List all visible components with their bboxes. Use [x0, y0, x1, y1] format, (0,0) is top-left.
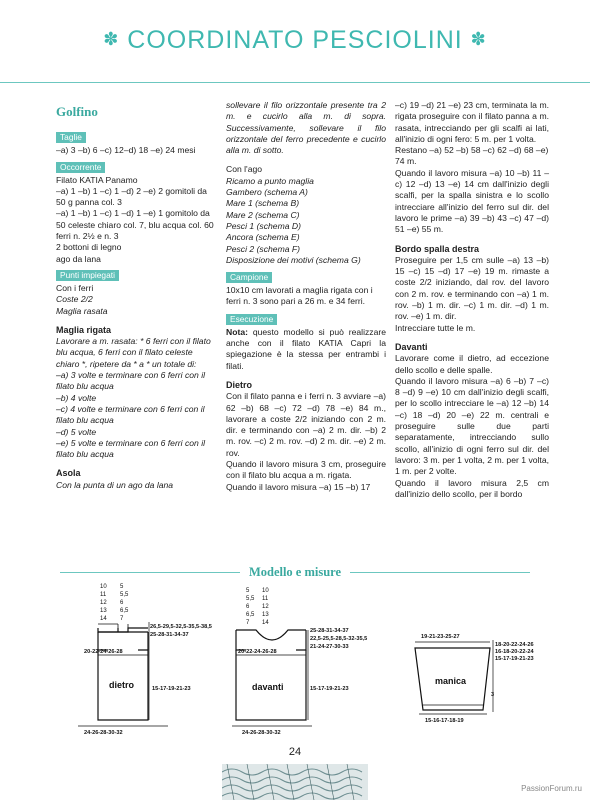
gauge-text: 10x10 cm lavorati a maglia rigata con i ferri n. 3 sono pari a 26 m. e 34 ferri.	[226, 285, 373, 307]
materials-line: Filato KATIA Panamo	[56, 174, 138, 185]
subheading-davanti: Davanti	[395, 341, 428, 352]
measure-label: 21-24-27-30-33	[310, 644, 349, 650]
materials-line: 2 bottoni di legno	[56, 242, 122, 253]
measure-label: 24-26-28-30-32	[84, 730, 123, 736]
piece-label-dietro: dietro	[109, 680, 135, 690]
num-label: 5	[120, 584, 124, 590]
num-label: 5,5	[120, 592, 129, 598]
num-label: 14	[262, 620, 269, 626]
measure-label: 26,5-29,5-32,5-35,5-38,5	[150, 624, 212, 630]
num-label: 13	[262, 612, 269, 618]
flower-icon: ✽	[470, 29, 487, 49]
materials-line: ago da lana	[56, 253, 101, 264]
measure-label: 18-20-22-24-26	[495, 642, 534, 648]
label-punti: Punti impiegati	[56, 270, 119, 281]
measure-label: 16-18-20-22-24	[495, 649, 534, 655]
measure-label: 25-28-31-34-37	[310, 628, 349, 634]
num-label: 12	[100, 600, 107, 606]
stitch-line: Coste 2/2	[56, 294, 93, 305]
dietro-continued: –c) 19 –d) 21 –e) 23 cm, terminata la m. rigata proseguire con il filato panna a m. rasata, intrecciando per gli scalfi ai lati, all'inizio di ogni fero: 5 m. per 1 volta.	[395, 100, 549, 144]
bordo-text: Intrecciare tutte le m.	[395, 322, 476, 333]
ago-item: Mare 2 (schema C)	[226, 209, 300, 220]
num-label: 13	[100, 608, 107, 614]
measure-label: 20-22-24-26-28	[84, 649, 123, 655]
left-numbers	[100, 584, 129, 622]
page-title: ✽ COORDINATO PESCIOLINI ✽	[103, 26, 487, 54]
watermark: PassionForum.ru	[521, 784, 582, 793]
measure-label: 25-28-31-34-37	[150, 632, 189, 638]
measure-label: 22,5-25,5-28,5-32-35,5	[310, 636, 368, 642]
davanti-text: Quando il lavoro misura 2,5 cm dall'inizio dello scollo, per il bordo	[395, 477, 549, 499]
num-label: 11	[262, 596, 269, 602]
piece-label-manica: manica	[435, 676, 467, 686]
subheading-bordo: Bordo spalla destra	[395, 243, 480, 254]
subheading-asola: Asola	[56, 468, 81, 479]
schematic-davanti	[222, 580, 392, 740]
left-numbers	[246, 588, 269, 626]
davanti-text: Lavorare come il dietro, ad eccezione dello scollo e delle spalle.	[395, 353, 549, 375]
num-label: 7	[246, 620, 250, 626]
materials-line: –a) 1 –b) 1 –c) 1 –d) 1 –e) 1 gomitolo da 50 celeste chiaro col. 7, blu acqua col. 60	[56, 208, 214, 230]
subheading-maglia-rigata: Maglia rigata	[56, 324, 112, 335]
column-3	[395, 100, 549, 500]
subheading-ago: Con l'ago	[226, 164, 263, 175]
label-occorrente: Occorrente	[56, 162, 105, 173]
num-label: 5	[246, 588, 250, 594]
column-2	[226, 100, 386, 493]
num-label: 10	[100, 584, 107, 590]
dietro-text: Quando il lavoro misura 3 cm, proseguire con il filato blu acqua a m. rigata.	[226, 459, 386, 481]
piece-label-davanti: davanti	[252, 682, 284, 692]
measure-label: 15-17-19-21-23	[310, 686, 349, 692]
column-1	[56, 100, 216, 491]
section-heading: Golfino	[56, 104, 98, 119]
davanti-text: Quando il lavoro misura –a) 6 –b) 7 –c) 8 –d) 9 –e) 10 cm dall'inizio degli scalfi, per lo scollo intrecciare le –a) 12 –b) 14 –c) 18 –d) 20 –e) 22 m. centrali e proseguire sulle due parti separatamente, intrecciando sullo scollo, all'inizio di ogni ferro sul dir. del lavoro: 3 m. per 1 volta, 2 m. per 1 volta, 1 m. per 2 volte.	[395, 375, 549, 477]
page-number: 24	[288, 746, 302, 758]
ago-item: Mare 1 (schema B)	[226, 198, 300, 209]
measure-label: 15-17-19-21-23	[495, 656, 534, 662]
num-label: 11	[100, 592, 107, 598]
num-label: 7	[120, 616, 124, 622]
dietro-text: Con il filato panna e i ferri n. 3 avviare –a) 62 –b) 68 –c) 72 –d) 78 –e) 84 m., lavorare a coste 2/2 iniziando con 2 m. dir. e terminando con –a) 2 m. dir. –b) 2 m. rov. –c) 2 m. rov. –d) 2 m. dir. –e) 2 m. rov.	[226, 391, 386, 458]
section-title-modello: Modello e misure	[248, 565, 342, 579]
num-label: 12	[262, 604, 269, 610]
asola-text: Con la punta di un ago da lana	[56, 479, 174, 490]
label-campione: Campione	[226, 272, 272, 283]
ago-item: Gambero (schema A)	[226, 187, 308, 198]
label-esecuzione: Esecuzione	[226, 314, 277, 325]
header-rule	[0, 82, 590, 83]
materials-line: –a) 1 –b) 1 –c) 1 –d) 2 –e) 2 gomitoli da 50 g panna col. 3	[56, 185, 207, 208]
num-label: 14	[100, 616, 107, 622]
subheading-dietro: Dietro	[226, 379, 253, 390]
materials-line: ferri n. 2½ e n. 3	[56, 231, 119, 242]
ago-item: Pesci 1 (schema D)	[226, 220, 301, 231]
asola-continued: sollevare il filo orizzontale presente tra 2 m. e cucirlo alla m. di sopra. Successivamente, sollevare il filo orizzontale del ferro precedente e cucirlo alla m. di sotto.	[226, 100, 386, 156]
ago-item: Pesci 2 (schema F)	[226, 243, 301, 254]
num-label: 6,5	[120, 608, 129, 614]
flower-icon: ✽	[103, 29, 120, 49]
stitch-line: Con i ferri	[56, 282, 94, 293]
bordo-text: Proseguire per 1,5 cm sulle –a) 13 –b) 15 –c) 15 –d) 17 –e) 19 m. rimaste a coste 2/2 iniziando, dal rov. del lavoro con 2 m. rov. e terminando con –a) 1 m. rov. –b) 1 m. dir. –c) 1 m. dir. –d) 1 m. rov. –e) 1 m. dir.	[395, 254, 549, 322]
label-taglie: Taglie	[56, 132, 86, 143]
num-label: 6	[246, 604, 250, 610]
maglia-rigata-item: –c) 4 volte e terminare con 6 ferri con il filato blu acqua	[56, 403, 205, 426]
dietro-continued: Restano –a) 52 –b) 58 –c) 62 –d) 68 –e) 74 m.	[395, 145, 549, 167]
yarn-texture-image	[222, 764, 368, 800]
maglia-rigata-item: –e) 5 volte e terminare con 6 ferri con il filato blu acqua	[56, 437, 206, 460]
stitch-line: Maglia rasata	[56, 305, 108, 316]
schematic-manica	[395, 580, 555, 740]
maglia-rigata-intro: Lavorare a m. rasata: * 6 ferri con il filato blu acqua, 6 ferri con il filato celeste chiaro *, ripetere da * a * un totale di:	[56, 336, 211, 369]
header	[0, 0, 590, 82]
measure-label: 20-22-24-26-28	[238, 649, 277, 655]
dietro-continued: Quando il lavoro misura –a) 10 –b) 11 –c) 12 –d) 13 –e) 14 cm dall'inizio degli scalfi, per la spalla sinistra e lo scollo intrecciare all'inizio del ferro sul dir. del lavoro le prime –a) 39 –b) 43 –c) 47 –d) 51 –e) 55 m.	[395, 167, 549, 235]
measure-label: 15-17-19-21-23	[152, 686, 191, 692]
num-label: 6	[120, 600, 124, 606]
dietro-text: Quando il lavoro misura –a) 15 –b) 17	[226, 481, 371, 492]
maglia-rigata-item: –d) 5 volte	[56, 426, 97, 437]
measure-label: 15-16-17-18-19	[425, 718, 464, 724]
sizes-text: –a) 3 –b) 6 –c) 12–d) 18 –e) 24 mesi	[56, 145, 196, 156]
ago-item: Disposizione dei motivi (schema G)	[226, 254, 361, 265]
measure-label: 3	[491, 692, 495, 698]
num-label: 5,5	[246, 596, 255, 602]
measure-label: 19-21-23-25-27	[421, 634, 460, 640]
maglia-rigata-item: –b) 4 volte	[56, 392, 97, 403]
num-label: 10	[262, 588, 269, 594]
schematic-dietro	[70, 580, 240, 740]
ago-item: Ancora (schema E)	[226, 232, 300, 243]
maglia-rigata-item: –a) 3 volte e terminare con 6 ferri con il filato blu acqua	[56, 370, 206, 392]
num-label: 6,5	[246, 612, 255, 618]
measure-label: 24-26-28-30-32	[242, 730, 281, 736]
note-text: Nota: questo modello si può realizzare anche con il filato KATIA Capri la spiegazione è la stessa per entrambi i filati.	[226, 326, 386, 371]
ago-item: Ricamo a punto maglia	[226, 175, 314, 186]
